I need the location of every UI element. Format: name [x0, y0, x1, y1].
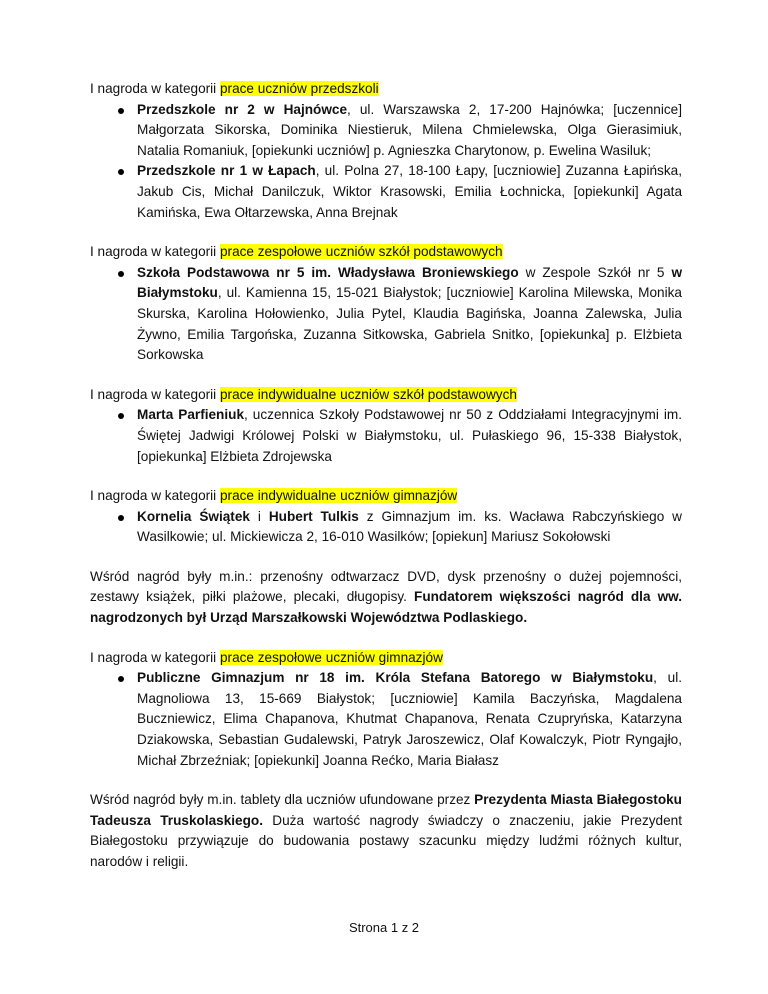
- category-highlight: prace zespołowe uczniów szkół podstawowych: [219, 244, 503, 260]
- award-heading: I nagroda w kategorii prace uczniów przedszkoli: [90, 81, 379, 96]
- list-item: Kornelia Świątek i Hubert Tulkis z Gimnazjum im. ks. Wacława Rabczyńskiego w Wasilkowie; ul. Mickiewicza 2, 16-010 Wasilków; [opiekun] Mariusz Sokołowski: [90, 507, 682, 548]
- bullet-icon: [118, 413, 124, 419]
- award-block-primary-team: [90, 242, 682, 366]
- category-highlight: prace indywidualne uczniów gimnazjów: [219, 488, 458, 504]
- award-heading: I nagroda w kategorii prace zespołowe uczniów szkół podstawowych: [90, 244, 503, 260]
- document-body: [90, 79, 682, 892]
- award-heading: I nagroda w kategorii prace indywidualne uczniów gimnazjów: [90, 488, 458, 504]
- page-footer: Strona 1 z 2: [348, 920, 420, 935]
- award-heading: I nagroda w kategorii prace zespołowe uczniów gimnazjów: [90, 649, 443, 665]
- bullet-icon: [118, 108, 124, 114]
- category-highlight: prace uczniów przedszkoli: [219, 81, 379, 96]
- list-item: Przedszkole nr 1 w Łapach, ul. Polna 27, 18-100 Łapy, [uczniowie] Zuzanna Łapińska, Jakub Cis, Michał Danilczuk, Wiktor Krasowski, Emilia Łochnicka, [opiekunki] Agata Kamińska, Ewa Ołtarzewska, Anna Brejnak: [90, 161, 682, 223]
- award-block-gymnasium-individual: [90, 486, 682, 548]
- list-item: Szkoła Podstawowa nr 5 im. Władysława Broniewskiego w Zespole Szkół nr 5 w Białymstoku, ul. Kamienna 15, 15-021 Białystok; [uczniowie] Karolina Milewska, Monika Skurska, Karolina Hołowienko, Julia Pytel, Klaudia Bagińska, Joanna Zalewska, Julia Żywno, Emilia Targońska, Zuzanna Sitkowska, Gabriela Snitko, [opiekunka] p. Elżbieta Sorkowska: [90, 263, 682, 366]
- list-item: Marta Parfieniuk, uczennica Szkoły Podstawowej nr 50 z Oddziałami Integracyjnymi im. Świętej Jadwigi Królowej Polski w Białymstoku, ul. Pułaskiego 96, 15-338 Białystok, [opiekunka] Elżbieta Zdrojewska: [90, 405, 682, 467]
- award-heading: I nagroda w kategorii prace indywidualne uczniów szkół podstawowych: [90, 386, 517, 402]
- prizes-paragraph: Wśród nagród były m.in.: przenośny odtwarzacz DVD, dysk przenośny o dużej pojemności, zestawy książek, piłki plażowe, plecaki, długopisy. Fundatorem większości nagród dla ww. nagrodzonych był Urząd Marszałkowski Województwa Podlaskiego.: [90, 568, 682, 626]
- mayor-paragraph: Wśród nagród były m.in. tablety dla uczniów ufundowane przez Prezydenta Miasta Białegostoku Tadeusza Truskolaskiego. Duża wartość nagrody świadczy o znaczeniu, jakie Prezydent Białegostoku przywiązuje do budowania postawy szacunku między ludźmi różnych kultur, narodów i religii.: [90, 792, 683, 869]
- award-block-preschool: [90, 79, 682, 223]
- category-highlight: prace zespołowe uczniów gimnazjów: [219, 649, 443, 665]
- award-block-gymnasium-team: [90, 648, 682, 772]
- list-item: Publiczne Gimnazjum nr 18 im. Króla Stefana Batorego w Białymstoku, ul. Magnoliowa 13, 15-669 Białystok; [uczniowie] Kamila Baczyńska, Magdalena Buczniewicz, Elima Chapanova, Khutmat Chapanova, Renata Czupryńska, Katarzyna Dziakowska, Sebastian Gudalewski, Patryk Jaroszewicz, Olaf Kowalczyk, Piotr Ryngajło, Michał Zbrzeźniak; [opiekunki] Joanna Rećko, Maria Białasz: [90, 668, 682, 771]
- list-item: Przedszkole nr 2 w Hajnówce, ul. Warszawska 2, 17-200 Hajnówka; [uczennice] Małgorzata Sikorska, Dominika Niestieruk, Milena Chmielewska, Olga Gierasimiuk, Natalia Romaniuk, [opiekunki uczniów] p. Agnieszka Charytonow, p. Ewelina Wasiluk;: [90, 100, 682, 162]
- bullet-icon: [118, 169, 124, 175]
- bullet-icon: [118, 271, 124, 277]
- category-highlight: prace indywidualne uczniów szkół podstawowych: [219, 386, 517, 402]
- award-block-primary-individual: [90, 385, 682, 467]
- bullet-icon: [118, 515, 124, 521]
- bullet-icon: [118, 676, 124, 682]
